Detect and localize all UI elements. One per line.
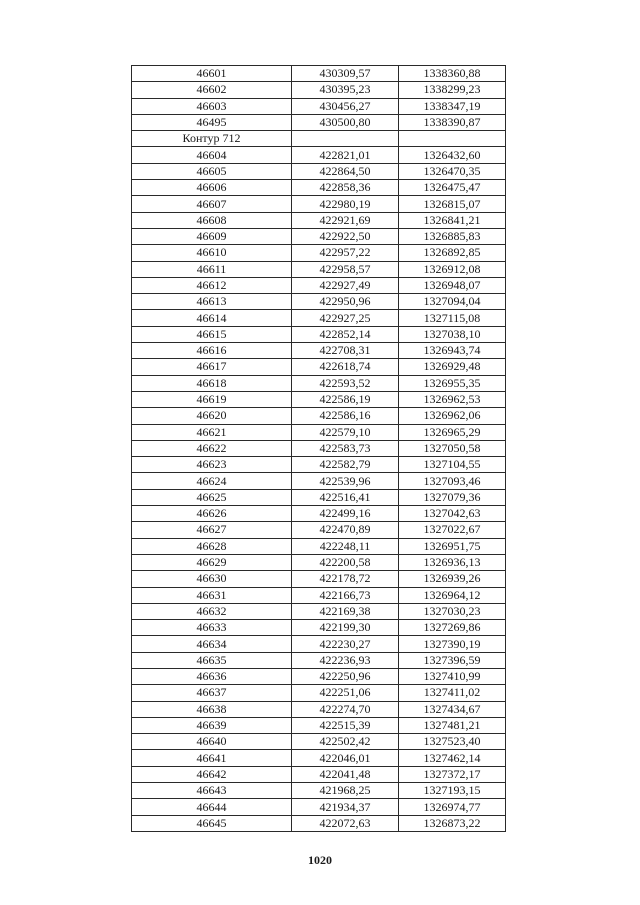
page-number: 1020 — [308, 853, 332, 867]
y-coordinate-cell: 1326873,22 — [399, 815, 506, 831]
table-row — [132, 245, 506, 261]
contour-header-row — [132, 131, 506, 147]
y-coordinate-cell: 1327115,08 — [399, 310, 506, 326]
x-coordinate-cell: 422921,69 — [292, 212, 399, 228]
x-coordinate-cell: 422236,93 — [292, 652, 399, 668]
y-coordinate-cell: 1326475,47 — [399, 180, 506, 196]
point-number-cell: 46639 — [132, 717, 292, 733]
point-number-cell: 46495 — [132, 114, 292, 130]
table-row — [132, 620, 506, 636]
table-row — [132, 98, 506, 114]
x-coordinate-cell: 430500,80 — [292, 114, 399, 130]
y-coordinate-cell: 1326939,26 — [399, 571, 506, 587]
point-number-cell: 46610 — [132, 245, 292, 261]
x-coordinate-cell: 422515,39 — [292, 717, 399, 733]
y-coordinate-cell: 1326948,07 — [399, 277, 506, 293]
y-coordinate-cell: 1326841,21 — [399, 212, 506, 228]
x-coordinate-cell: 422957,22 — [292, 245, 399, 261]
y-coordinate-cell: 1326964,12 — [399, 587, 506, 603]
x-coordinate-cell: 422950,96 — [292, 294, 399, 310]
y-coordinate-cell: 1327481,21 — [399, 717, 506, 733]
x-coordinate-cell: 422708,31 — [292, 343, 399, 359]
x-coordinate-cell: 422499,16 — [292, 506, 399, 522]
point-number-cell: 46619 — [132, 391, 292, 407]
y-coordinate-cell: 1327094,04 — [399, 294, 506, 310]
point-number-cell: Контур 712 — [132, 131, 292, 147]
table-row — [132, 82, 506, 98]
table-row — [132, 734, 506, 750]
x-coordinate-cell: 422852,14 — [292, 326, 399, 342]
x-coordinate-cell: 422593,52 — [292, 375, 399, 391]
x-coordinate-cell: 422980,19 — [292, 196, 399, 212]
x-coordinate-cell: 422864,50 — [292, 163, 399, 179]
table-row — [132, 766, 506, 782]
y-coordinate-cell: 1327411,02 — [399, 685, 506, 701]
table-row — [132, 473, 506, 489]
table-row — [132, 424, 506, 440]
x-coordinate-cell: 422927,49 — [292, 277, 399, 293]
y-coordinate-cell: 1327042,63 — [399, 506, 506, 522]
point-number-cell: 46613 — [132, 294, 292, 310]
y-coordinate-cell: 1326965,29 — [399, 424, 506, 440]
y-coordinate-cell: 1327104,55 — [399, 457, 506, 473]
x-coordinate-cell: 422251,06 — [292, 685, 399, 701]
y-coordinate-cell: 1326962,53 — [399, 391, 506, 407]
x-coordinate-cell: 422583,73 — [292, 440, 399, 456]
x-coordinate-cell: 422041,48 — [292, 766, 399, 782]
point-number-cell: 46609 — [132, 228, 292, 244]
x-coordinate-cell: 421934,37 — [292, 799, 399, 815]
x-coordinate-cell: 422169,38 — [292, 603, 399, 619]
y-coordinate-cell: 1326951,75 — [399, 538, 506, 554]
y-coordinate-cell: 1327050,58 — [399, 440, 506, 456]
x-coordinate-cell: 422586,19 — [292, 391, 399, 407]
point-number-cell: 46632 — [132, 603, 292, 619]
y-coordinate-cell: 1326815,07 — [399, 196, 506, 212]
point-number-cell: 46611 — [132, 261, 292, 277]
point-number-cell: 46645 — [132, 815, 292, 831]
point-number-cell: 46644 — [132, 799, 292, 815]
y-coordinate-cell: 1327390,19 — [399, 636, 506, 652]
table-row — [132, 408, 506, 424]
table-row — [132, 440, 506, 456]
table-row — [132, 114, 506, 130]
x-coordinate-cell: 422927,25 — [292, 310, 399, 326]
table-row — [132, 310, 506, 326]
x-coordinate-cell: 422178,72 — [292, 571, 399, 587]
y-coordinate-cell: 1326885,83 — [399, 228, 506, 244]
point-number-cell: 46628 — [132, 538, 292, 554]
table-row — [132, 196, 506, 212]
x-coordinate-cell: 422586,16 — [292, 408, 399, 424]
x-coordinate-cell: 422618,74 — [292, 359, 399, 375]
point-number-cell: 46614 — [132, 310, 292, 326]
table-row — [132, 326, 506, 342]
table-row — [132, 799, 506, 815]
point-number-cell: 46605 — [132, 163, 292, 179]
table-row — [132, 261, 506, 277]
y-coordinate-cell: 1326955,35 — [399, 375, 506, 391]
x-coordinate-cell: 422579,10 — [292, 424, 399, 440]
point-number-cell: 46638 — [132, 701, 292, 717]
x-coordinate-cell: 422858,36 — [292, 180, 399, 196]
table-row — [132, 294, 506, 310]
point-number-cell: 46641 — [132, 750, 292, 766]
point-number-cell: 46615 — [132, 326, 292, 342]
x-coordinate-cell: 422539,96 — [292, 473, 399, 489]
table-row — [132, 489, 506, 505]
y-coordinate-cell — [399, 131, 506, 147]
table-row — [132, 668, 506, 684]
x-coordinate-cell: 422582,79 — [292, 457, 399, 473]
y-coordinate-cell: 1327410,99 — [399, 668, 506, 684]
y-coordinate-cell: 1326432,60 — [399, 147, 506, 163]
x-coordinate-cell: 422046,01 — [292, 750, 399, 766]
table-row — [132, 277, 506, 293]
y-coordinate-cell: 1326962,06 — [399, 408, 506, 424]
table-row — [132, 391, 506, 407]
x-coordinate-cell: 422516,41 — [292, 489, 399, 505]
x-coordinate-cell: 421968,25 — [292, 783, 399, 799]
y-coordinate-cell: 1338390,87 — [399, 114, 506, 130]
point-number-cell: 46634 — [132, 636, 292, 652]
point-number-cell: 46616 — [132, 343, 292, 359]
point-number-cell: 46627 — [132, 522, 292, 538]
point-number-cell: 46622 — [132, 440, 292, 456]
table-row — [132, 783, 506, 799]
point-number-cell: 46635 — [132, 652, 292, 668]
x-coordinate-cell: 430456,27 — [292, 98, 399, 114]
table-row — [132, 571, 506, 587]
table-row — [132, 652, 506, 668]
table-row — [132, 603, 506, 619]
coordinates-table — [131, 65, 506, 832]
y-coordinate-cell: 1338360,88 — [399, 66, 506, 82]
y-coordinate-cell: 1327193,15 — [399, 783, 506, 799]
table-row — [132, 554, 506, 570]
table-row — [132, 343, 506, 359]
y-coordinate-cell: 1326929,48 — [399, 359, 506, 375]
point-number-cell: 46606 — [132, 180, 292, 196]
y-coordinate-cell: 1327434,67 — [399, 701, 506, 717]
table-row — [132, 375, 506, 391]
point-number-cell: 46636 — [132, 668, 292, 684]
y-coordinate-cell: 1327079,36 — [399, 489, 506, 505]
point-number-cell: 46637 — [132, 685, 292, 701]
y-coordinate-cell: 1327030,23 — [399, 603, 506, 619]
x-coordinate-cell: 422248,11 — [292, 538, 399, 554]
y-coordinate-cell: 1338347,19 — [399, 98, 506, 114]
y-coordinate-cell: 1326936,13 — [399, 554, 506, 570]
y-coordinate-cell: 1326892,85 — [399, 245, 506, 261]
table-row — [132, 457, 506, 473]
x-coordinate-cell: 422199,30 — [292, 620, 399, 636]
x-coordinate-cell: 422922,50 — [292, 228, 399, 244]
point-number-cell: 46623 — [132, 457, 292, 473]
point-number-cell: 46601 — [132, 66, 292, 82]
point-number-cell: 46621 — [132, 424, 292, 440]
x-coordinate-cell: 422072,63 — [292, 815, 399, 831]
x-coordinate-cell: 422502,42 — [292, 734, 399, 750]
point-number-cell: 46631 — [132, 587, 292, 603]
point-number-cell: 46633 — [132, 620, 292, 636]
x-coordinate-cell: 422166,73 — [292, 587, 399, 603]
table-row — [132, 538, 506, 554]
y-coordinate-cell: 1327523,40 — [399, 734, 506, 750]
x-coordinate-cell: 422250,96 — [292, 668, 399, 684]
point-number-cell: 46602 — [132, 82, 292, 98]
table-row — [132, 815, 506, 831]
table-row — [132, 685, 506, 701]
x-coordinate-cell: 422274,70 — [292, 701, 399, 717]
x-coordinate-cell: 422958,57 — [292, 261, 399, 277]
point-number-cell: 46618 — [132, 375, 292, 391]
y-coordinate-cell: 1327372,17 — [399, 766, 506, 782]
point-number-cell: 46643 — [132, 783, 292, 799]
point-number-cell: 46640 — [132, 734, 292, 750]
point-number-cell: 46625 — [132, 489, 292, 505]
point-number-cell: 46603 — [132, 98, 292, 114]
y-coordinate-cell: 1326912,08 — [399, 261, 506, 277]
table-row — [132, 147, 506, 163]
point-number-cell: 46626 — [132, 506, 292, 522]
table-row — [132, 212, 506, 228]
table-row — [132, 636, 506, 652]
point-number-cell: 46608 — [132, 212, 292, 228]
y-coordinate-cell: 1327038,10 — [399, 326, 506, 342]
table-row — [132, 750, 506, 766]
x-coordinate-cell: 422470,89 — [292, 522, 399, 538]
point-number-cell: 46620 — [132, 408, 292, 424]
table-row — [132, 717, 506, 733]
table-row — [132, 522, 506, 538]
x-coordinate-cell: 422200,58 — [292, 554, 399, 570]
table-row — [132, 359, 506, 375]
point-number-cell: 46617 — [132, 359, 292, 375]
y-coordinate-cell: 1327462,14 — [399, 750, 506, 766]
y-coordinate-cell: 1326470,35 — [399, 163, 506, 179]
x-coordinate-cell — [292, 131, 399, 147]
x-coordinate-cell: 422821,01 — [292, 147, 399, 163]
table-row — [132, 163, 506, 179]
x-coordinate-cell: 422230,27 — [292, 636, 399, 652]
y-coordinate-cell: 1327093,46 — [399, 473, 506, 489]
y-coordinate-cell: 1326974,77 — [399, 799, 506, 815]
y-coordinate-cell: 1326943,74 — [399, 343, 506, 359]
table-row — [132, 506, 506, 522]
point-number-cell: 46607 — [132, 196, 292, 212]
y-coordinate-cell: 1338299,23 — [399, 82, 506, 98]
point-number-cell: 46604 — [132, 147, 292, 163]
point-number-cell: 46629 — [132, 554, 292, 570]
y-coordinate-cell: 1327396,59 — [399, 652, 506, 668]
point-number-cell: 46624 — [132, 473, 292, 489]
table-row — [132, 587, 506, 603]
table-row — [132, 180, 506, 196]
y-coordinate-cell: 1327269,86 — [399, 620, 506, 636]
point-number-cell: 46630 — [132, 571, 292, 587]
point-number-cell: 46642 — [132, 766, 292, 782]
coordinates-table-body — [132, 66, 506, 832]
point-number-cell: 46612 — [132, 277, 292, 293]
y-coordinate-cell: 1327022,67 — [399, 522, 506, 538]
table-row — [132, 701, 506, 717]
table-row — [132, 66, 506, 82]
table-row — [132, 228, 506, 244]
x-coordinate-cell: 430309,57 — [292, 66, 399, 82]
x-coordinate-cell: 430395,23 — [292, 82, 399, 98]
